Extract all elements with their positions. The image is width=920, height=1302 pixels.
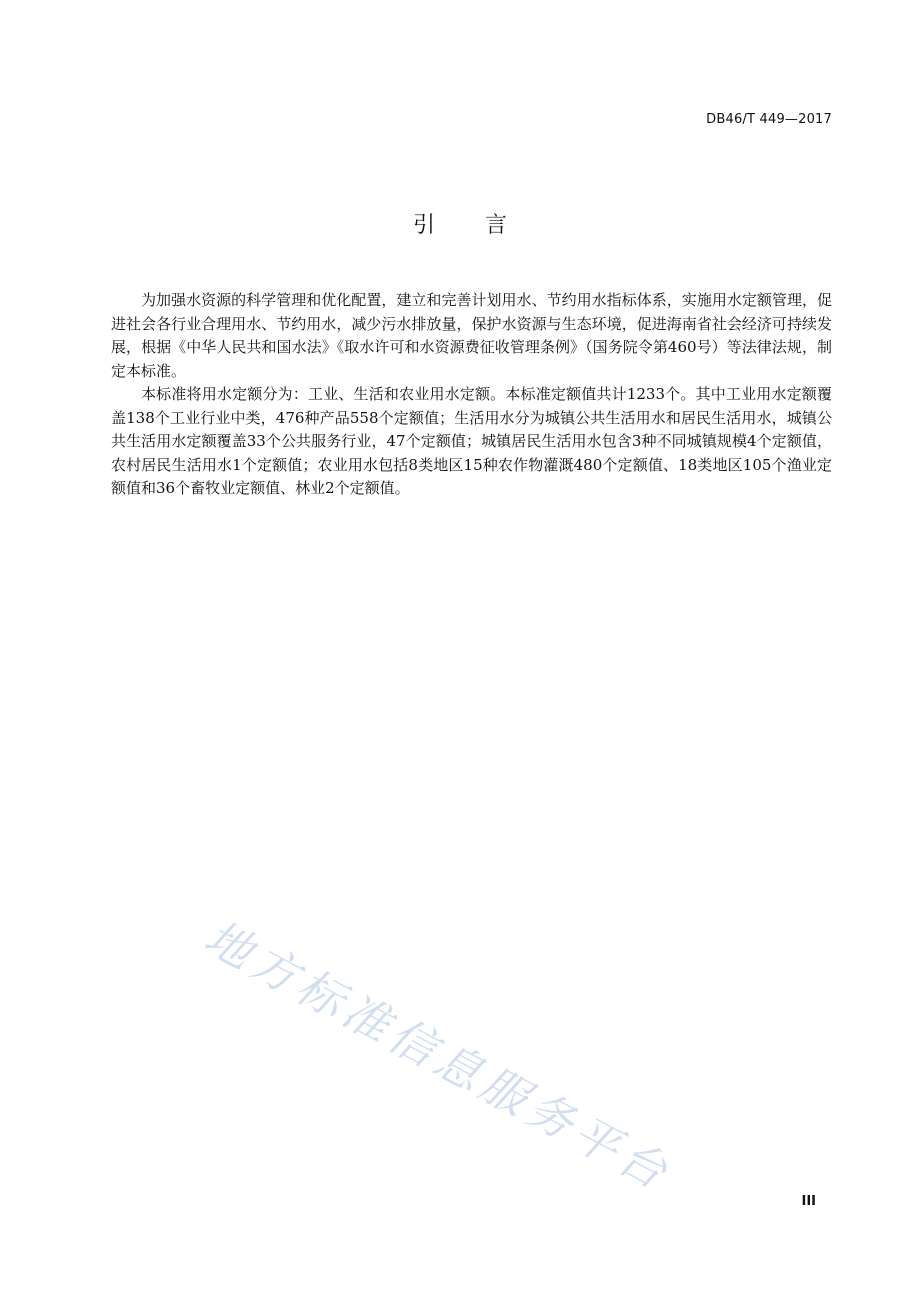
body-text — [111, 289, 832, 501]
paragraph: 为加强水资源的科学管理和优化配置，建立和完善计划用水、节约用水指标体系，实施用水定额管理，促进社会各行业合理用水、节约用水，减少污水排放量，保护水资源与生态环境，促进海南省社会经济可持续发展，根据《中华人民共和国水法》《取水许可和水资源费征收管理条例》（国务院令第460号）等法律法规，制定本标准。 — [111, 291, 832, 380]
paragraph: 本标准将用水定额分为：工业、生活和农业用水定额。本标准定额值共计1233个。其中工业用水定额覆盖138个工业行业中类，476种产品558个定额值；生活用水分为城镇公共生活用水和居民生活用水，城镇公共生活用水定额覆盖33个公共服务行业，47个定额值；城镇居民生活用水包含3种不同城镇规模4个定额值，农村居民生活用水1个定额值；农业用水包括8类地区15种农作物灌溉480个定额值、18类地区105个渔业定额值和36个畜牧业定额值、林业2个定额值。 — [111, 385, 832, 497]
document-code: DB46/T 449—2017 — [706, 112, 832, 127]
watermark: 地方标准信息服务平台 — [195, 909, 681, 1202]
page-title: 引言 — [412, 213, 557, 238]
page-number: III — [801, 1194, 816, 1209]
